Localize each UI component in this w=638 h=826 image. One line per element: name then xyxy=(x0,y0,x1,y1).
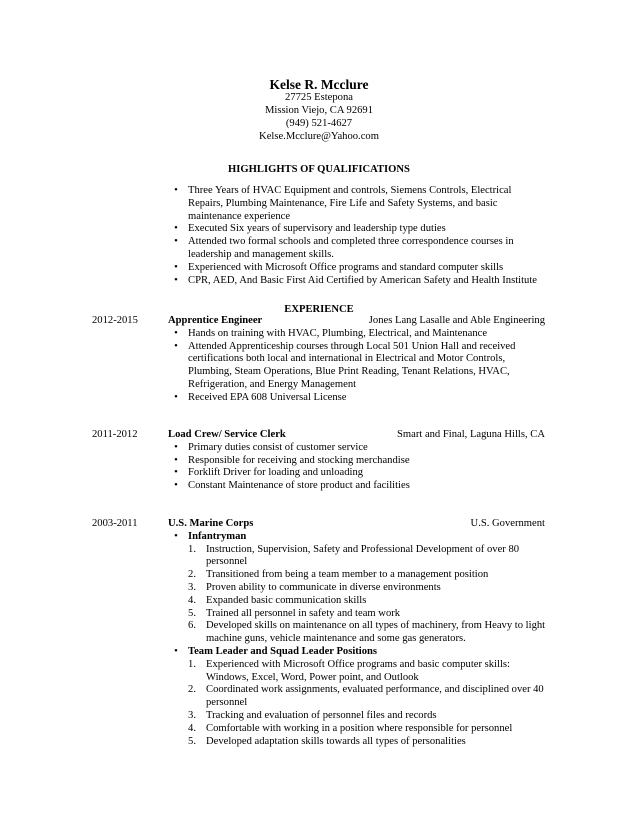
bullet-icon: • xyxy=(174,327,178,339)
bullet-icon: • xyxy=(174,454,178,466)
bullet-icon: • xyxy=(174,223,178,235)
job-bullet-text: Refrigeration, and Energy Management xyxy=(188,379,357,390)
role-item-text: Instruction, Supervision, Safety and Professional Development of over 80 xyxy=(206,543,520,555)
bullet-icon: • xyxy=(174,261,178,273)
job-bullet-text: Attended Apprenticeship courses through Local 501 Union Hall and received xyxy=(188,340,516,352)
highlight-text: Executed Six years of supervisory and leadership type duties xyxy=(188,223,446,235)
job-bullet-text: Responsible for receiving and stocking merchandise xyxy=(188,454,410,466)
address-line-2: Mission Viejo, CA 92691 xyxy=(264,105,374,116)
item-number: 3. xyxy=(188,710,196,721)
address-line-1: 27725 Estepona xyxy=(285,92,353,103)
item-number: 1. xyxy=(188,543,196,555)
highlight-text: leadership and management skills. xyxy=(188,249,334,260)
job-bullet-text: Hands on training with HVAC, Plumbing, Electrical, and Maintenance xyxy=(188,327,488,339)
bullet-icon: • xyxy=(174,441,178,453)
item-number: 4. xyxy=(188,594,196,606)
role-item-text: Transitioned from being a team member to a management position xyxy=(206,569,489,581)
role-item-text: Comfortable with working in a position where responsible for personnel xyxy=(206,722,513,734)
item-number: 1. xyxy=(188,658,196,670)
highlights-heading: HIGHLIGHTS OF QUALIFICATIONS xyxy=(228,164,410,175)
role-title: Infantryman xyxy=(188,530,247,542)
bullet-icon: • xyxy=(174,236,178,248)
bullet-icon: • xyxy=(174,185,178,196)
job-dates: 2003-2011 xyxy=(92,518,138,529)
resume-name: Kelse R. Mcclure xyxy=(269,77,369,92)
role-item-text: Proven ability to communicate in diverse environments xyxy=(206,582,441,593)
role-title: Team Leader and Squad Leader Positions xyxy=(188,646,378,657)
item-number: 2. xyxy=(188,569,196,581)
job-bullet-text: Constant Maintenance of store product and facilities xyxy=(188,480,410,492)
highlight-text: Repairs, Plumbing Maintenance, Fire Life and Safety Systems, and basic xyxy=(188,197,498,209)
job-bullet-text: Plumbing, Steam Operations, Blue Print Reading, Tenant Relations, HVAC, xyxy=(188,366,510,378)
bullet-icon: • xyxy=(174,530,178,542)
job-employer: Jones Lang Lasalle and Able Engineering xyxy=(368,315,545,326)
job-bullet-text: Received EPA 608 Universal License xyxy=(188,391,347,403)
experience-heading: EXPERIENCE xyxy=(284,304,354,315)
role-item-text: Coordinated work assignments, evaluated performance, and disciplined over 40 xyxy=(206,684,544,696)
role-item-text: Windows, Excel, Word, Power point, and Outlook xyxy=(206,671,419,683)
item-number: 3. xyxy=(188,582,196,593)
highlight-text: Attended two formal schools and completed three correspondence courses in xyxy=(188,236,514,248)
role-item-text: Experienced with Microsoft Office programs and basic computer skills: xyxy=(206,658,510,670)
role-item-text: Developed skills on maintenance on all types of machinery, from Heavy to light xyxy=(206,620,546,632)
job-bullet-text: Forklift Driver for loading and unloading xyxy=(188,467,364,479)
item-number: 5. xyxy=(188,735,196,747)
item-number: 5. xyxy=(188,607,196,619)
job-employer: Smart and Final, Laguna Hills, CA xyxy=(396,429,545,440)
role-item-text: Tracking and evaluation of personnel files and records xyxy=(206,710,437,721)
highlight-text: maintenance experience xyxy=(188,210,291,222)
job-dates: 2011-2012 xyxy=(92,429,138,440)
item-number: 2. xyxy=(188,684,196,696)
role-item-text: personnel xyxy=(206,697,248,709)
item-number: 4. xyxy=(188,722,196,734)
item-number: 6. xyxy=(188,620,196,632)
job-title: U.S. Marine Corps xyxy=(168,518,254,529)
job-employer: U.S. Government xyxy=(470,518,545,529)
role-item-text: Expanded basic communication skills xyxy=(206,594,367,606)
phone-number: (949) 521-4627 xyxy=(285,118,353,129)
role-item-text: Developed adaptation skills towards all types of personalities xyxy=(206,735,466,747)
bullet-icon: • xyxy=(174,467,178,479)
bullet-icon: • xyxy=(174,340,178,352)
email-address: Kelse.Mcclure@Yahoo.com xyxy=(259,131,379,142)
job-bullet-text: Primary duties consist of customer service xyxy=(188,441,368,453)
highlight-text: Experienced with Microsoft Office programs and standard computer skills xyxy=(188,261,504,273)
job-title: Load Crew/ Service Clerk xyxy=(168,429,286,440)
role-item-text: Trained all personnel in safety and team work xyxy=(206,607,401,619)
job-dates: 2012-2015 xyxy=(92,315,138,326)
role-item-text: machine guns, vehicle maintenance and some gas generators. xyxy=(206,633,466,645)
bullet-icon: • xyxy=(174,480,178,492)
bullet-icon: • xyxy=(174,274,178,286)
job-bullet-text: certifications both local and international in Electrical and Motor Controls, xyxy=(188,353,506,365)
highlight-text: Three Years of HVAC Equipment and controls, Siemens Controls, Electrical xyxy=(188,185,512,196)
bullet-icon: • xyxy=(174,646,178,657)
job-title: Apprentice Engineer xyxy=(168,315,263,326)
bullet-icon: • xyxy=(174,391,178,403)
highlight-text: CPR, AED, And Basic First Aid Certified by American Safety and Health Institute xyxy=(188,274,537,286)
role-item-text: personnel xyxy=(206,556,248,568)
